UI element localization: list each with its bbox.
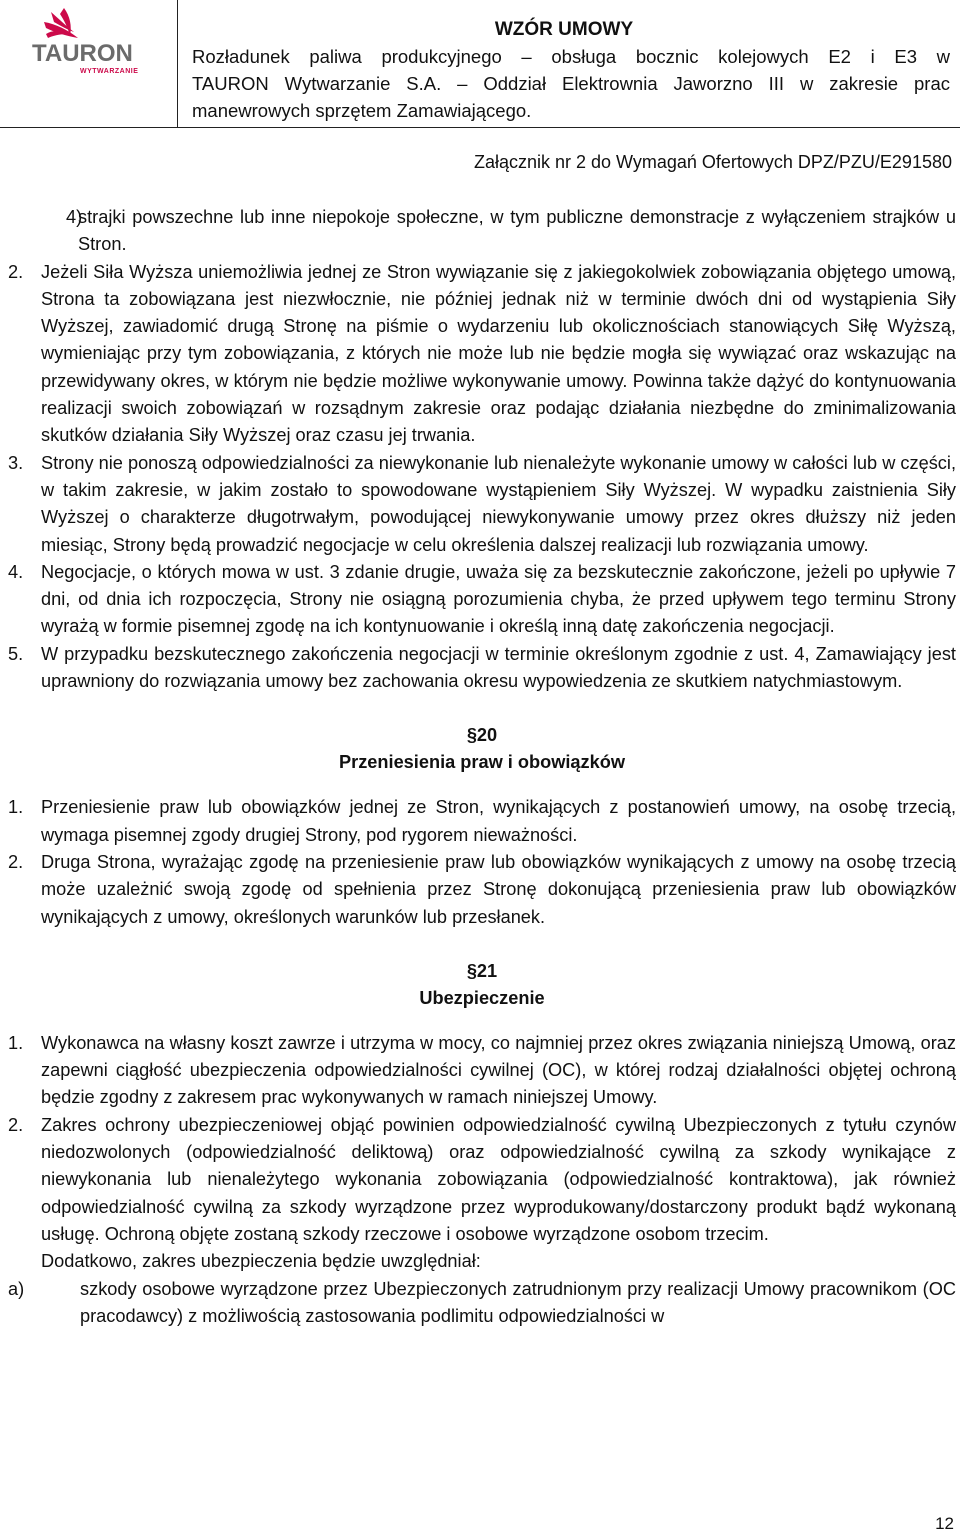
list-item-number: 1. [8, 797, 24, 818]
list-item-number: 2. [8, 1114, 24, 1135]
list-item [8, 1276, 956, 1331]
list-item-number: 1. [8, 1032, 24, 1053]
list-item [8, 450, 956, 559]
logo-area [0, 0, 178, 128]
list-item [8, 641, 956, 696]
document-body [8, 204, 956, 1330]
list-item-text: Negocjacje, o których mowa w ust. 3 zdanie drugie, uważa się za bezskutecznie zakończone, jeżeli po upływie 7 dni, od dnia ich rozpoczęcia, Strony nie osiągną porozumienia chyba, że przed upływem tego terminu Strony wyrażą w formie pisemnej zgodę na ich kontynuowanie i określą inną datę zakończenia negocjacji. [41, 561, 956, 637]
list-item-number: a) [8, 1278, 25, 1299]
list-item-number: 4. [8, 561, 24, 582]
list-item [8, 559, 956, 641]
list-item-text: Przeniesienie praw lub obowiązków jednej ze Stron, wynikających z postanowień umowy, na osobę trzecią, wymaga pisemnej zgody drugiej Strony, pod rygorem nieważności. [41, 797, 956, 845]
section-number: §21 [466, 960, 498, 981]
list-item-text: szkody osobowe wyrządzone przez Ubezpieczonych zatrudnionym przy realizacji Umowy pracownikom (OC pracodawcy) z możliwością zastosowania podlimitu odpowiedzialności w [80, 1278, 956, 1326]
document-title: WZÓR UMOWY [494, 19, 634, 40]
list-item-number: 2. [8, 261, 24, 282]
list-item [8, 794, 956, 849]
additional-intro: Dodatkowo, zakres ubezpieczenia będzie uwzględniał: [41, 1251, 481, 1272]
header-text-block [192, 16, 950, 124]
list-item [8, 204, 956, 259]
header-subtitle-line: TAURON Wytwarzanie S.A. – Oddział Elektrownia Jaworzno III w zakresie prac [192, 73, 950, 94]
annex-reference: Załącznik nr 2 do Wymagań Ofertowych DPZ/PZU/E291580 [473, 152, 952, 172]
list-item-number: 4) [66, 207, 83, 227]
list-item [8, 1112, 956, 1248]
list-item [8, 259, 956, 450]
section-title: Ubezpieczenie [419, 987, 545, 1008]
list-item-text: Zakres ochrony ubezpieczeniowej objąć powinien odpowiedzialność cywilną Ubezpieczonych z tytułu czynów niedozwolonych (odpowiedzialność deliktową) oraz odpowiedzialność cywilną za szkody wynikające z niewykonania lub nienależytego wykonania zobowiązania (odpowiedzialność kontraktowa), jak również odpowiedzialność cywilną za szkody wyrządzone przez wyprodukowany/dostarczony produkt bądź wykonaną usługę. Ochroną objęte zostaną szkody rzeczowe i osobowe wyrządzone osobom trzecim. [41, 1114, 956, 1244]
list-item-text: Strony nie ponoszą odpowiedzialności za niewykonanie lub nienależyte wykonanie umowy w całości lub w części, w takim zakresie, w jakim zostało to spowodowane wystąpieniem Siły Wyższej. W wypadku zaistnienia Siły Wyższej o charakterze długotrwałym, powodującej niewykonywanie umowy przez okres dłuższy niż jeden miesiąc, Strony będą prowadzić negocjacje w celu określenia dalszej realizacji lub rozwiązania umowy. [41, 452, 956, 555]
header-subtitle-line: Rozładunek paliwa produkcyjnego – obsługa bocznic kolejowych E2 i E3 w [192, 46, 950, 67]
document-header [0, 0, 960, 128]
list-item [8, 1030, 956, 1112]
list-item-number: 2. [8, 851, 24, 872]
list-item-text: Wykonawca na własny koszt zawrze i utrzyma w mocy, co najmniej przez okres związania niniejszą Umową, oraz zapewni ciągłość ubezpieczenia odpowiedzialności cywilnej (OC), w której rodzaj działalności objętej ochroną będzie zgodny z zakresem prac wykonywanych w ramach niniejszej Umowy. [41, 1032, 956, 1108]
logo-sub: WYTWARZANIE [80, 68, 139, 75]
logo-name: TAURON [32, 40, 133, 67]
list-item-text: Jeżeli Siła Wyższa uniemożliwia jednej ze Stron wywiązanie się z jakiegokolwiek zobowiązania objętego umową, Strona ta zobowiązana jest niezwłocznie, nie później jednak niż w terminie dwóch dni od wystąpienia Siły Wyższej, zawiadomić drugą Stronę na piśmie o wydarzeniu lub okolicznościach stanowiących Siłę Wyższą, wymieniając przy tym zobowiązania, z których nie może lub nie będzie mogła się wywiązać oraz wskazując na przewidywany okres, w którym nie będzie możliwe wykonywanie umowy. Powinna także dążyć do kontynuowania realizacji swoich zobowiązań w rozsądnym zakresie oraz podając działania niezbędne do zminimalizowania skutków działania Siły Wyższej oraz czasu jej trwania. [41, 261, 956, 446]
list-item-text: strajki powszechne lub inne niepokoje społeczne, w tym publiczne demonstracje z wyłączeniem strajków u Stron. [78, 207, 956, 255]
page-number: 12 [935, 1514, 954, 1533]
list-item [8, 849, 956, 931]
section-title: Przeniesienia praw i obowiązków [338, 752, 626, 773]
list-item-number: 3. [8, 452, 24, 473]
section-number: §20 [466, 725, 498, 746]
list-item-text: Druga Strona, wyrażając zgodę na przeniesienie praw lub obowiązków wynikających z umowy na osobę trzecią może uzależnić swoją zgodę od spełnienia przez Stronę dokonującą przeniesienia praw lub obowiązków wynikających z umowy, określonych warunków lub przesłanek. [41, 851, 956, 927]
list-item-number: 5. [8, 643, 24, 664]
list-item-text: W przypadku bezskutecznego zakończenia negocjacji w terminie określonym zgodnie z ust. 4, Zamawiający jest uprawniony do rozwiązania umowy bez zachowania okresu wypowiedzenia ze skutkiem natychmiastowym. [41, 643, 956, 692]
header-subtitle-line: manewrowych sprzętem Zamawiającego. [192, 100, 532, 121]
